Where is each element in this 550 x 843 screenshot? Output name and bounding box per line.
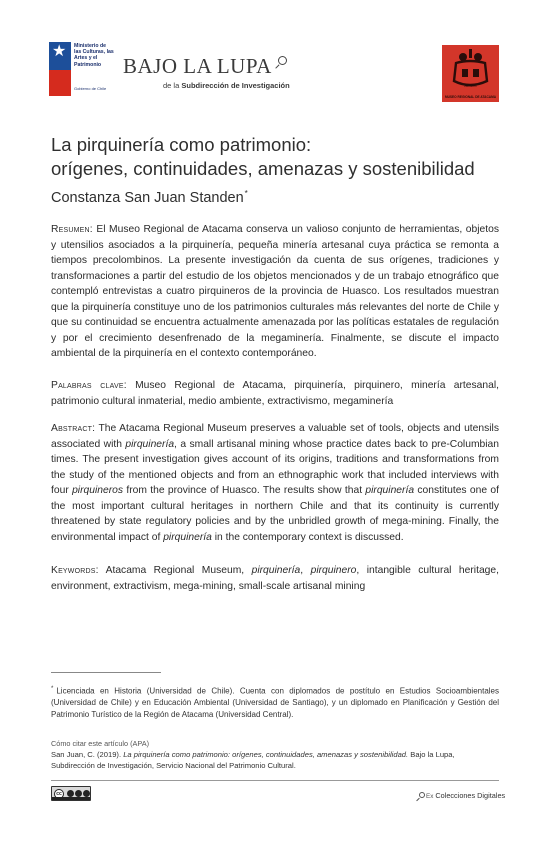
palabras-clave-text: Museo Regional de Atacama, pirquinería, pirquinero, minería artesanal, patrimonio cultural inmaterial, medio ambiente, extractivismo, megaminería — [51, 380, 499, 407]
author-footnote-mark: * — [244, 189, 248, 198]
brand-subtitle-prefix: de la — [163, 81, 180, 90]
abstract-text-1: The Atacama Regional Museum preserves a valuable set of tools, objects and utensils associated with — [51, 423, 499, 450]
citation-label: Cómo citar este artículo (APA) — [51, 739, 149, 748]
abstract-term-3: pirquinería — [365, 485, 415, 496]
footnote-divider — [51, 672, 161, 673]
abstract-text-2: , a small artisanal mining whose practice dates back to pre-Columbian times. The present investigation gives account of its origins, traditions and transformations from the study of the mentioned objects and from an ethnographic work that included interviews with four — [51, 438, 499, 496]
footnote-text: Licenciada en Historia (Universidad de Chile). Cuenta con diplomados de postítulo en Estudios Socioambientales (Universidad de Chile) y en Educación Ambiental (Universidad de Santiago), y un diplomado en Planificación y Gestión del Patrimonio Turístico de la Región de Atacama (Universidad Central). — [51, 686, 499, 719]
museum-caption: MUSEO REGIONAL DE ATACAMA — [444, 95, 497, 99]
magnifier-icon — [274, 56, 288, 70]
abstract-term-4: pirquinería — [163, 531, 212, 543]
government-logo-text: Ministerio de las Culturas, las Artes y el Patrimonio — [74, 43, 114, 68]
footer-divider — [51, 780, 499, 781]
government-logo-subtext: Gobierno de Chile — [74, 86, 107, 91]
resumen-paragraph — [51, 222, 499, 362]
resumen-text: El Museo Regional de Atacama conserva un valioso conjunto de herramientas, objetos y utensilios asociados a la pirquinería, pequeña minería artesanal cuya práctica se remonta a tiempos precolombinos. La presente investigación da cuenta de sus orígenes, tradiciones y transformaciones a partir del estudio de los objetos mencionados y de un trabajo etnográfico que contempló entrevistas a cuatro pirquineros de la provincia de Huasco. Los resultados muestran que la pirquinería constituye uno de los patrimonios culturales más relevantes del norte de Chile y que su continuidad se encuentra actualmente amenazada por las políticas estatales de regulación y por el crecimiento desenfrenado de la megaminería. Finalmente, se discute el impacto ambiental de la pirquinería en el contexto contemporáneo. — [51, 224, 499, 359]
museum-emblem-icon — [442, 45, 499, 102]
abstract-term-1: pirquinería — [125, 438, 175, 450]
author-footnote — [51, 684, 499, 720]
series-brand — [123, 54, 290, 90]
citation-title: La pirquinería como patrimonio: orígenes, continuidades, amenazas y sostenibilidad. — [123, 750, 409, 759]
cc-icon: cc — [54, 789, 64, 799]
government-logo — [49, 42, 114, 96]
abstract-paragraph — [51, 421, 499, 545]
colecciones-digitales-link[interactable] — [416, 791, 505, 801]
magnifier-icon — [416, 792, 425, 801]
abstract-term-2: pirquineros — [72, 485, 124, 496]
brand-title: BAJO LA LUPA — [123, 54, 272, 78]
cc-sa-icon — [83, 790, 90, 797]
abstract-label: Abstract: — [51, 423, 96, 434]
digital-label: Colecciones Digitales — [435, 791, 506, 800]
keywords-label: Keywords: — [51, 565, 99, 576]
digital-prefix: Ex — [426, 793, 434, 800]
author-name: Constanza San Juan Standen — [51, 189, 244, 206]
cc-by-icon — [67, 790, 74, 797]
keywords-text-3: , intangible cultural heritage, environment, extractivism, mega-mining, small-scale artisanal mining — [51, 565, 499, 592]
keywords-paragraph — [51, 563, 499, 594]
resumen-label: Resumen: — [51, 224, 93, 235]
citation-text — [51, 750, 499, 771]
palabras-clave-paragraph — [51, 378, 499, 409]
citation-prefix: San Juan, C. (2019). — [51, 750, 122, 759]
article-title-line1: La pirquinería como patrimonio: — [51, 134, 312, 155]
keywords-term-2: pirquinero — [310, 565, 357, 576]
museum-logo-text: ADMM — [464, 83, 477, 88]
article-title — [51, 133, 511, 181]
keywords-text-1: Atacama Regional Museum, — [105, 565, 245, 576]
page-header — [0, 0, 550, 105]
keywords-text-2: , — [300, 565, 304, 576]
chile-flag-star-icon: ★ — [49, 42, 71, 96]
abstract-text-4: constitutes one of the most important cultural heritages in northern Chile and that its continuity is currently threatened by state regulatory policies and by the unbridled growth of mega-mining. Finally, the environmental impact of — [51, 485, 499, 543]
abstract-text-3: from the province of Huasco. The results show that — [126, 485, 363, 496]
footnote-mark: * — [51, 686, 54, 692]
brand-subtitle — [163, 81, 290, 90]
keywords-term-1: pirquinería — [251, 565, 301, 576]
article-title-line2: orígenes, continuidades, amenazas y sostenibilidad — [51, 158, 475, 179]
palabras-clave-label: Palabras clave: — [51, 380, 127, 391]
article-author — [51, 189, 248, 206]
brand-subtitle-strong: Subdirección de Investigación — [181, 81, 290, 90]
cc-nc-icon — [75, 790, 82, 797]
creative-commons-by-nc-sa-icon[interactable] — [51, 786, 91, 801]
abstract-text-5: in the contemporary context is discussed. — [214, 531, 404, 543]
citation-suffix: Bajo la Lupa, Subdirección de Investigación, Servicio Nacional del Patrimonio Cultural. — [51, 750, 455, 770]
